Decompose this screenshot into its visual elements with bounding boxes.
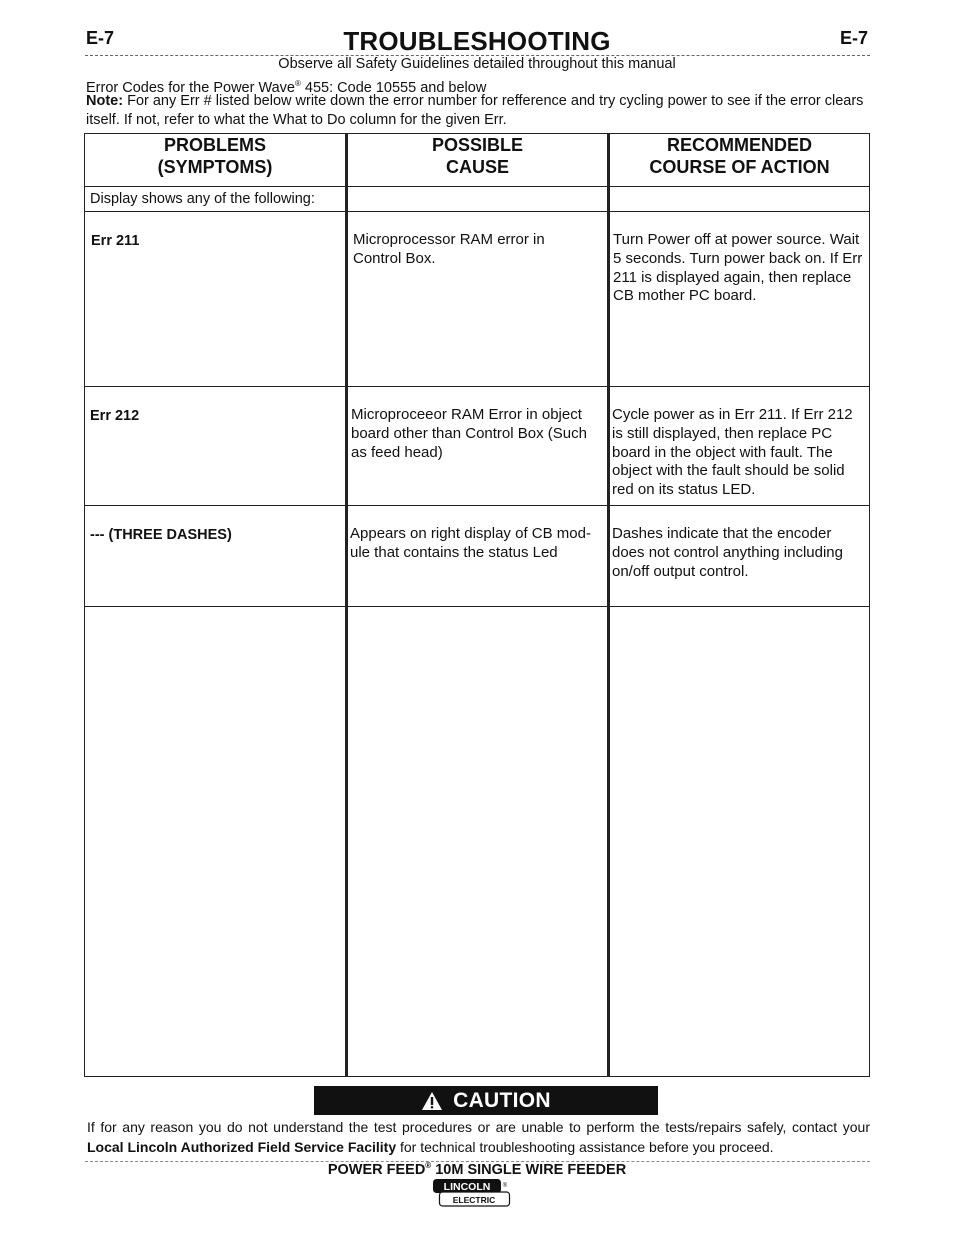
caution-text-bold: Local Lincoln Authorized Field Service Facility bbox=[87, 1138, 397, 1155]
registered-mark: ® bbox=[294, 79, 301, 88]
warning-triangle-icon bbox=[421, 1091, 443, 1111]
row-cause-err211: Microprocessor RAM error in Control Box. bbox=[353, 231, 545, 267]
row-divider-3 bbox=[85, 606, 869, 607]
row-action-err211: Turn Power off at power source. Wait 5 seconds. Turn power back on. If Err 211 is displayed again, then replace CB mother PC board. bbox=[613, 231, 863, 305]
intro-text-post: 455: Code 10555 and below bbox=[300, 79, 487, 96]
note-label: Note: bbox=[86, 93, 124, 109]
safety-note: Observe all Safety Guidelines detailed throughout this manual bbox=[278, 56, 676, 72]
caution-banner bbox=[314, 1086, 658, 1115]
caution-text-pre: If for any reason you do not understand the test procedures or are unable to perform the tests/repairs safely, contact your bbox=[87, 1119, 870, 1135]
row-cause-err212: Microproceeor RAM Error in object board other than Control Box (Such as feed head) bbox=[351, 406, 587, 461]
row-action-three-dashes: Dashes indicate that the encoder does not control anything including on/off output control. bbox=[612, 525, 843, 580]
header-cause bbox=[348, 134, 607, 186]
header-cause-line1: POSSIBLE bbox=[431, 135, 524, 155]
lincoln-electric-logo-mark bbox=[433, 1179, 511, 1207]
header-problems-line1: PROBLEMS bbox=[163, 135, 266, 155]
product-name bbox=[0, 1161, 954, 1178]
intro-text-pre: Error Codes for the Power Wave bbox=[86, 79, 295, 96]
header-problems bbox=[85, 134, 345, 186]
lincoln-electric-logo bbox=[433, 1179, 511, 1207]
header-action-line1: RECOMMENDED bbox=[666, 135, 812, 155]
product-name-pre: POWER FEED bbox=[327, 1161, 426, 1178]
logo-text-bottom: ELECTRIC bbox=[452, 1195, 496, 1205]
row-action-err212: Cycle power as in Err 211. If Err 212 is still displayed, then replace PC board in the object with fault. The object with the fault should be solid red on its status LED. bbox=[612, 406, 853, 499]
header-problems-line2: (SYMPTOMS) bbox=[157, 157, 273, 177]
page-code-right: E-7 bbox=[840, 28, 869, 48]
preface-underline bbox=[85, 211, 869, 212]
page-code-left: E-7 bbox=[86, 28, 115, 48]
header-underline bbox=[85, 186, 869, 187]
column-divider-1 bbox=[345, 134, 348, 1076]
header-cause-line2: CAUSE bbox=[445, 157, 509, 177]
page-title: TROUBLESHOOTING bbox=[343, 26, 611, 56]
row-cause-three-dashes: Appears on right display of CB mod-ule that contains the status Led bbox=[350, 525, 591, 561]
header-action bbox=[610, 134, 869, 186]
troubleshooting-table bbox=[84, 133, 870, 1077]
note-paragraph bbox=[86, 92, 876, 130]
row-problem-err212: Err 212 bbox=[90, 408, 140, 424]
logo-text-top: LINCOLN bbox=[443, 1181, 491, 1193]
caution-label: CAUTION bbox=[453, 1088, 551, 1112]
row-problem-err211: Err 211 bbox=[91, 233, 140, 249]
column-divider-2 bbox=[607, 134, 610, 1076]
caution-text-post: for technical troubleshooting assistance before you proceed. bbox=[396, 1138, 774, 1155]
row-problem-three-dashes: --- (THREE DASHES) bbox=[90, 527, 232, 543]
caution-text-block bbox=[87, 1118, 870, 1157]
logo-registered-mark: ® bbox=[502, 1183, 508, 1189]
row-divider-1 bbox=[85, 386, 869, 387]
header-action-line2: COURSE OF ACTION bbox=[649, 157, 830, 177]
product-registered-mark: ® bbox=[425, 1161, 432, 1170]
row-divider-2 bbox=[85, 505, 869, 506]
table-preface: Display shows any of the following: bbox=[90, 191, 315, 207]
note-text: For any Err # listed below write down the error number for refference and try cycling power to see if the error clears itself. If not, refer to what the What to Do column for the given Err. bbox=[86, 93, 864, 128]
product-name-post: 10M SINGLE WIRE FEEDER bbox=[431, 1161, 627, 1178]
